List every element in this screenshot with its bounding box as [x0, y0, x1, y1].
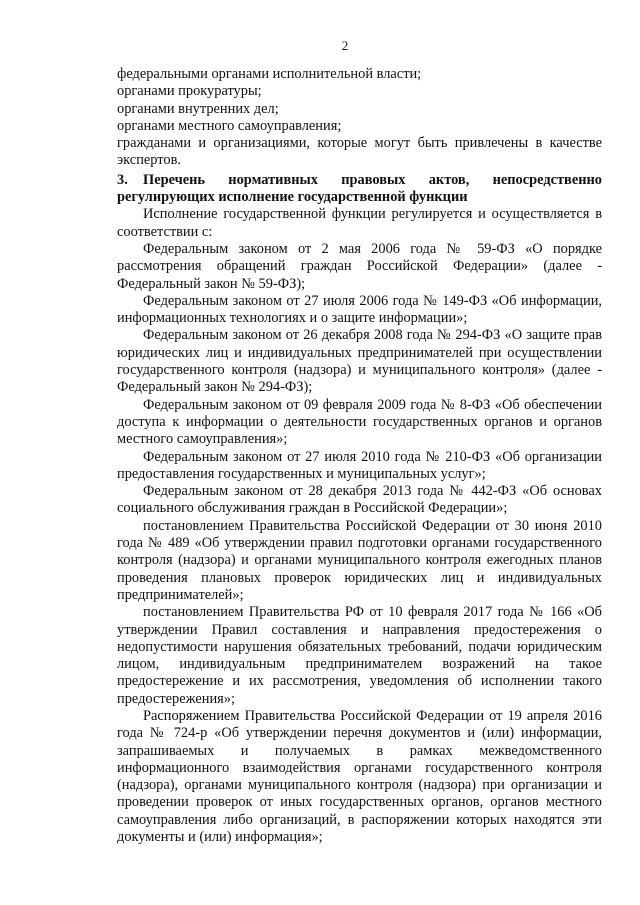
paragraph: Исполнение государственной функции регулируется и осуществляется в соответствии с:	[117, 206, 602, 240]
document-body	[117, 66, 602, 846]
section-number: 3.	[117, 171, 128, 188]
section-heading	[117, 172, 602, 207]
list-item: органами местного самоуправления;	[117, 117, 342, 134]
list-item: федеральными органами исполнительной власти;	[117, 66, 422, 82]
paragraph: Распоряжением Правительства Российской Федерации от 19 апреля 2016 года № 724-р «Об утверждении перечня документов и (или) информации, запрашиваемых и получаемых в рамках межведомственного информационного взаимодействия органами государственного контроля (надзора), органами муниципального контроля (надзора) при организации и проведении проверок от иных государственных органов, органов местного самоуправления либо организаций, в распоряжении которых находятся эти документы и (или) информация»;	[117, 707, 602, 846]
paragraph: Федеральным законом от 09 февраля 2009 года № 8-ФЗ «Об обеспечении доступа к информации о деятельности государственных органов и органов местного самоуправления»;	[117, 396, 602, 448]
list-item: органами прокуратуры;	[117, 83, 262, 100]
list-item: органами внутренних дел;	[117, 100, 279, 117]
paragraph: Федеральным законом от 27 июля 2010 года № 210-ФЗ «Об организации предоставления государственных и муниципальных услуг»;	[117, 448, 602, 482]
paragraph: Федеральным законом от 27 июля 2006 года № 149-ФЗ «Об информации, информационных технологиях и о защите информации»;	[117, 292, 602, 327]
page-number: 2	[341, 38, 349, 53]
paragraph: постановлением Правительства Российской Федерации от 30 июня 2010 года № 489 «Об утверждении правил подготовки органами государственного контроля (надзора) и органами муниципального контроля ежегодных планов проведения плановых проверок юридических лиц и индивидуальных предпринимателей»;	[117, 517, 602, 603]
paragraph: Федеральным законом от 2 мая 2006 года № 59-ФЗ «О порядке рассмотрения обращений граждан Российской Федерации» (далее - Федеральный закон № 59-ФЗ);	[117, 240, 602, 292]
list-item: гражданами и организациями, которые могут быть привлечены в качестве экспертов.	[117, 135, 602, 169]
paragraph: Федеральным законом от 28 декабря 2013 года № 442-ФЗ «Об основах социального обслуживания граждан в Российской Федерации»;	[117, 483, 602, 517]
section-title: Перечень нормативных правовых актов, непосредственно регулирующих исполнение государственной функции	[117, 171, 602, 206]
paragraph: постановлением Правительства РФ от 10 февраля 2017 года № 166 «Об утверждении Правил составления и направления предостережения о недопустимости нарушения обязательных требований, подачи юридическим лицом, индивидуальным предпринимателем возражений на такое предостережение и их рассмотрения, уведомления об исполнении такого предостережения»;	[117, 604, 602, 707]
paragraph: Федеральным законом от 26 декабря 2008 года № 294-ФЗ «О защите прав юридических лиц и индивидуальных предпринимателей при осуществлении государственного контроля (надзора) и муниципального контроля» (далее - Федеральный закон № 294-ФЗ);	[117, 327, 602, 396]
